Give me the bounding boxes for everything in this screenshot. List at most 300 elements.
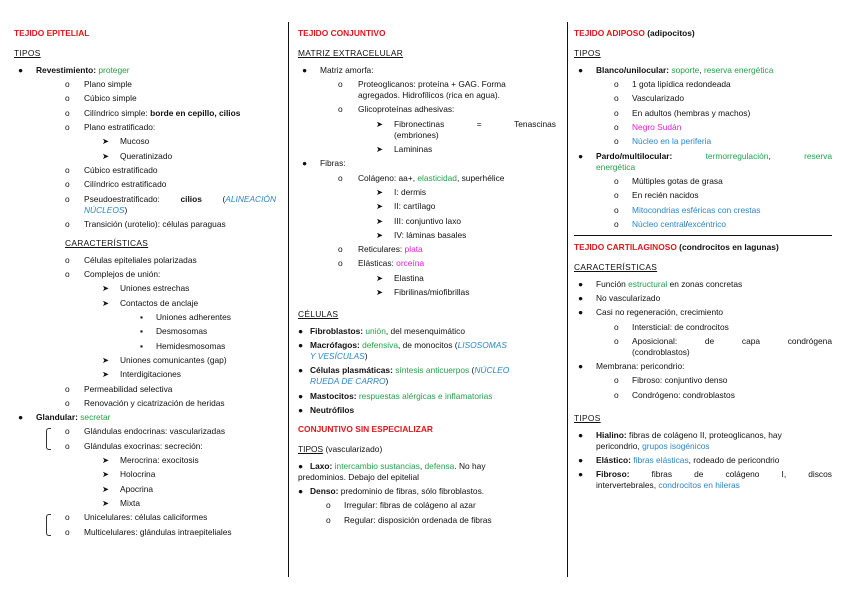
list-item xyxy=(574,279,832,290)
item-text: (embriones) xyxy=(394,129,439,140)
item-text: Intersticial: de condrocitos xyxy=(632,321,729,332)
item-text: predominios. Debajo del epitelial xyxy=(298,471,420,482)
circle-bullet-icon: o xyxy=(65,79,70,90)
list-item xyxy=(14,79,276,90)
bullet-dot-icon: ● xyxy=(578,429,584,440)
circle-bullet-icon: o xyxy=(65,426,70,437)
item-text: agregados. Hidrofílicos (rica en agua). xyxy=(358,90,500,101)
list-item xyxy=(574,469,832,491)
item-text: Cilíndrico simple: xyxy=(84,107,148,118)
title-note: (adipocitos) xyxy=(647,28,695,38)
bullet-dot-icon: ● xyxy=(298,340,304,351)
arrow-bullet-icon: ➤ xyxy=(102,283,110,294)
section-title-cartilaginoso xyxy=(574,242,832,253)
item-text: I, xyxy=(781,469,787,480)
list-item xyxy=(298,287,556,298)
item-green-text: estructural xyxy=(628,278,668,289)
item-blue-text: excéntrico xyxy=(687,218,727,229)
circle-bullet-icon: o xyxy=(614,321,619,332)
item-text: Desmosomas xyxy=(156,326,208,337)
list-item xyxy=(298,391,556,402)
circle-bullet-icon: o xyxy=(614,93,619,104)
item-text: fibras de colágeno II, proteoglicanos, hay xyxy=(629,429,782,440)
item-text: Plano estratificado: xyxy=(84,122,156,133)
item-text: Uniones estrechas xyxy=(120,283,190,294)
arrow-bullet-icon: ➤ xyxy=(376,229,384,240)
arrow-bullet-icon: ➤ xyxy=(376,201,384,212)
item-text: , superhélice xyxy=(456,172,505,183)
item-blue-text: Mitocondrias esféricas con crestas xyxy=(632,204,761,215)
item-text: = xyxy=(476,118,482,129)
paren-close: ) xyxy=(364,351,368,362)
list-item xyxy=(574,108,832,119)
bullet-dot-icon: ● xyxy=(302,158,308,169)
item-text: Glándulas exocrinas: secreción: xyxy=(84,440,203,451)
item-blue-text: Núcleo en la periferia xyxy=(632,136,712,147)
item-text: No vascularizado xyxy=(596,292,661,303)
list-item xyxy=(298,119,556,141)
circle-bullet-icon: o xyxy=(65,218,70,229)
list-item xyxy=(298,500,556,511)
circle-bullet-icon: o xyxy=(65,269,70,280)
bullet-dot-icon: ● xyxy=(298,460,304,471)
circle-bullet-icon: o xyxy=(65,512,70,523)
arrow-bullet-icon: ➤ xyxy=(102,354,110,365)
list-item xyxy=(298,79,556,101)
list-item xyxy=(574,136,832,147)
list-item xyxy=(14,179,276,190)
item-blue-text: condrocitos en hileras xyxy=(658,480,740,491)
item-text: Transición (urotelio): células paraguas xyxy=(84,218,226,229)
circle-bullet-icon: o xyxy=(65,440,70,451)
list-item xyxy=(298,340,556,362)
list-item xyxy=(298,461,556,483)
item-italic-text: NÚCLEOS xyxy=(84,204,125,215)
item-text: Apocrina xyxy=(120,483,154,494)
item-bold-text: Denso: xyxy=(310,486,339,496)
item-text: Uniones comunicantes (gap) xyxy=(120,354,227,365)
item-text: Membrana: pericondrio: xyxy=(596,361,685,372)
bullet-dot-icon: ● xyxy=(578,361,584,372)
item-text: Plano simple xyxy=(84,79,132,90)
square-bullet-icon: ▪ xyxy=(140,340,143,351)
bullet-dot-icon: ● xyxy=(298,365,304,376)
list-item xyxy=(14,398,276,409)
item-blue-text: grupos isogénicos xyxy=(642,440,710,451)
item-green-text: reserva xyxy=(804,150,832,161)
section-separator xyxy=(574,235,832,242)
list-item xyxy=(14,151,276,162)
item-text: Regular: disposición ordenada de fibras xyxy=(344,514,492,525)
list-item xyxy=(14,369,276,380)
list-item xyxy=(14,298,276,309)
item-green-text: elasticidad xyxy=(417,172,457,183)
list-item: o Núcleo central/excéntrico xyxy=(614,218,727,229)
item-text: , de monocitos ( xyxy=(397,340,458,351)
item-text: Función xyxy=(596,278,626,289)
arrow-bullet-icon: ➤ xyxy=(102,297,110,308)
item-green-text: reserva energética xyxy=(703,64,774,75)
item-text: , del mesenquimático xyxy=(385,325,466,336)
item-bold-text: Neutrófilos xyxy=(310,405,355,415)
bullet-dot-icon: ● xyxy=(298,390,304,401)
list-item xyxy=(574,122,832,133)
item-text: Proteoglicanos: proteína + GAG. Forma xyxy=(358,79,506,90)
item-italic-text: LISOSOMAS xyxy=(457,340,507,351)
list-item xyxy=(574,430,832,452)
subheading-tipos-2: TIPOS xyxy=(574,412,601,423)
list-item xyxy=(14,255,276,266)
list-item xyxy=(298,244,556,255)
item-green-text: respuestas alérgicas e inflamatorias xyxy=(358,390,493,401)
circle-bullet-icon: o xyxy=(614,190,619,201)
arrow-bullet-icon: ➤ xyxy=(102,136,110,147)
item-text: Hemidesmosomas xyxy=(156,340,226,351)
circle-bullet-icon: o xyxy=(65,93,70,104)
item-text: Pseudoestratificado: xyxy=(84,193,160,204)
item-bold-text: Mastocitos: xyxy=(310,390,357,401)
list-item xyxy=(574,322,832,333)
arrow-bullet-icon: ➤ xyxy=(102,498,110,509)
list-item xyxy=(14,93,276,104)
title-text: TEJIDO CARTILAGINOSO xyxy=(574,241,677,252)
item-text: pericondrio, xyxy=(596,440,640,451)
list-item xyxy=(14,165,276,176)
item-bold-text: Macrófagos: xyxy=(310,340,360,351)
list-item xyxy=(298,486,556,497)
list-item xyxy=(14,512,276,523)
list-item xyxy=(574,375,832,386)
item-text: Matriz amorfa: xyxy=(320,64,374,75)
item-text: , rodeado de pericondrio xyxy=(688,454,780,465)
item-text: En adultos (hembras y machos) xyxy=(632,107,751,118)
item-bold-text: cilios xyxy=(180,193,202,204)
circle-bullet-icon: o xyxy=(614,136,619,147)
item-bold-text: Hialino: xyxy=(596,429,627,440)
section-title-adiposo xyxy=(574,28,832,39)
item-bold-text: Pardo/multilocular: xyxy=(596,150,673,161)
bullet-dot-icon: ● xyxy=(302,64,308,75)
bullet-dot-icon: ● xyxy=(18,412,24,423)
circle-bullet-icon: o xyxy=(614,107,619,118)
list-item xyxy=(14,441,276,452)
list-item xyxy=(14,384,276,395)
bullet-dot-icon: ● xyxy=(18,64,24,75)
list-item xyxy=(298,65,556,76)
arrow-bullet-icon: ➤ xyxy=(376,143,384,154)
item-italic-text: NÚCLEO xyxy=(474,365,510,376)
item-text: Irregular: fibras de colágeno al azar xyxy=(344,500,476,511)
circle-bullet-icon: o xyxy=(338,172,343,183)
arrow-bullet-icon: ➤ xyxy=(376,186,384,197)
item-text: Aposicional: xyxy=(632,335,678,346)
circle-bullet-icon: o xyxy=(65,107,70,118)
list-item xyxy=(14,326,276,337)
bullet-dot-icon: ● xyxy=(578,307,584,318)
item-text: Uniones adherentes xyxy=(156,311,231,322)
section-title-epitelial: TEJIDO EPITELIAL xyxy=(14,28,90,38)
item-text: capa xyxy=(741,335,761,346)
item-text: Mixta xyxy=(120,498,141,509)
item-text: Condrógeno: condroblastos xyxy=(632,389,735,400)
column-divider-1 xyxy=(288,22,289,577)
item-green-text: defensa xyxy=(424,460,455,471)
list-item xyxy=(14,355,276,366)
circle-bullet-icon: o xyxy=(326,514,331,525)
item-text: Fibras: xyxy=(320,158,346,169)
list-item xyxy=(574,336,832,358)
list-item xyxy=(14,426,276,437)
section-title-sin-especializar: CONJUNTIVO SIN ESPECIALIZAR xyxy=(298,423,433,434)
list-item xyxy=(574,176,832,187)
arrow-bullet-icon: ➤ xyxy=(376,118,384,129)
item-text: Elásticas: xyxy=(358,258,394,269)
arrow-bullet-icon: ➤ xyxy=(376,215,384,226)
list-item xyxy=(14,469,276,480)
item-text: Glándulas endocrinas: vascularizadas xyxy=(84,426,226,437)
circle-bullet-icon: o xyxy=(65,179,70,190)
item-magenta-text: orceína xyxy=(396,258,425,269)
item-text: discos xyxy=(808,469,832,480)
title-text: TEJIDO ADIPOSO xyxy=(574,28,645,38)
subheading-tipos-row xyxy=(298,444,556,455)
list-item: ● Blanco/unilocular: soporte, reserva energética xyxy=(578,64,774,75)
title-note: (condrocitos en lagunas) xyxy=(679,241,779,252)
list-item xyxy=(574,190,832,201)
item-text: Holocrina xyxy=(120,469,156,480)
item-text: II: cartílago xyxy=(394,201,436,212)
item-text: Queratinizado xyxy=(120,150,173,161)
circle-bullet-icon: o xyxy=(65,122,70,133)
item-text: Mucoso xyxy=(120,136,150,147)
bullet-dot-icon: ● xyxy=(578,469,584,480)
list-item xyxy=(298,104,556,115)
list-item xyxy=(298,515,556,526)
item-bold-text: Fibroso: xyxy=(596,469,630,480)
list-item xyxy=(14,484,276,495)
bullet-dot-icon: ● xyxy=(578,150,584,161)
item-italic-text: ALINEACIÓN xyxy=(225,193,276,204)
item-text: III: conjuntivo laxo xyxy=(394,215,462,226)
item-text: En recién nacidos xyxy=(632,190,699,201)
item-text: Renovación y cicatrización de heridas xyxy=(84,397,225,408)
circle-bullet-icon: o xyxy=(65,254,70,265)
paren-close: ) xyxy=(385,376,389,387)
list-item xyxy=(298,158,556,169)
column-conjuntivo xyxy=(298,24,556,529)
item-text: Fibroso: conjuntivo denso xyxy=(632,375,728,386)
item-text: Elastina xyxy=(394,272,424,283)
item-green-text: unión xyxy=(365,325,386,336)
circle-bullet-icon: o xyxy=(614,389,619,400)
circle-bullet-icon: o xyxy=(614,204,619,215)
item-text: Fibronectinas xyxy=(394,118,445,129)
item-text: Merocrina: exocitosis xyxy=(120,455,199,466)
subheading-caracteristicas: CARACTERÍSTICAS xyxy=(65,237,149,248)
bullet-dot-icon: ● xyxy=(578,454,584,465)
value-proteger: proteger xyxy=(98,64,130,75)
list-item xyxy=(298,230,556,241)
item-bold-text: Células plasmáticas: xyxy=(310,365,393,376)
list-item xyxy=(298,326,556,337)
item-text: Glicoproteínas adhesivas: xyxy=(358,104,455,115)
circle-bullet-icon: o xyxy=(614,218,619,229)
list-item xyxy=(298,173,556,184)
list-item xyxy=(574,361,832,372)
list-item xyxy=(574,293,832,304)
item-green-text: energética xyxy=(596,161,636,172)
item-green-text: síntesis anticuerpos xyxy=(395,365,470,376)
glandulas-group xyxy=(14,426,276,451)
arrow-bullet-icon: ➤ xyxy=(102,150,110,161)
item-text: 1 gota lipídica redondeada xyxy=(632,79,731,90)
list-item xyxy=(574,93,832,104)
item-blue-text: fibras elásticas xyxy=(633,454,689,465)
list-item xyxy=(298,365,556,387)
list-item-revestimiento xyxy=(14,65,276,76)
arrow-bullet-icon: ➤ xyxy=(102,469,110,480)
item-text: IV: láminas basales xyxy=(394,229,467,240)
item-text: Múltiples gotas de grasa xyxy=(632,175,723,186)
item-text: Células epiteliales polarizadas xyxy=(84,254,197,265)
circle-bullet-icon: o xyxy=(338,104,343,115)
bullet-dot-icon: ● xyxy=(578,64,584,75)
item-text: Fibrilinas/miofibrillas xyxy=(394,287,470,298)
circle-bullet-icon: o xyxy=(338,244,343,255)
arrow-bullet-icon: ➤ xyxy=(102,455,110,466)
column-adiposo xyxy=(574,24,832,494)
list-item xyxy=(14,219,276,230)
list-item xyxy=(14,527,276,538)
item-text: Complejos de unión: xyxy=(84,269,161,280)
item-magenta-text: plata xyxy=(404,244,423,255)
list-item xyxy=(14,283,276,294)
item-text: (condroblastos) xyxy=(632,346,690,357)
item-italic-text: Y VESÍCULAS xyxy=(310,351,365,362)
list-item xyxy=(574,307,832,318)
circle-bullet-icon: o xyxy=(65,383,70,394)
circle-bullet-icon: o xyxy=(614,122,619,133)
circle-bullet-icon: o xyxy=(65,526,70,537)
circle-bullet-icon: o xyxy=(326,500,331,511)
list-item xyxy=(14,108,276,119)
list-item xyxy=(298,273,556,284)
item-text: Permeabilidad selectiva xyxy=(84,383,173,394)
paren-open: ( xyxy=(222,193,226,204)
list-item xyxy=(14,498,276,509)
item-text: predominio de fibras, sólo fibroblastos. xyxy=(340,486,485,496)
circle-bullet-icon: o xyxy=(614,375,619,386)
item-text: Lamininas xyxy=(394,143,433,154)
list-item-glandular xyxy=(14,412,276,423)
circle-bullet-icon: o xyxy=(614,79,619,90)
item-text: Cúbico simple xyxy=(84,93,137,104)
item-bold-text: borde en cepillo, cilios xyxy=(150,107,241,118)
item-text: condrógena xyxy=(787,335,832,346)
item-text: Tenascinas xyxy=(514,118,556,129)
circle-bullet-icon: o xyxy=(338,258,343,269)
item-green-text: defensiva xyxy=(362,340,398,351)
item-text: Cilíndrico estratificado xyxy=(84,179,167,190)
list-item-pseudo xyxy=(14,194,276,216)
subheading-note: (vascularizado) xyxy=(325,443,383,454)
bullet-dot-icon: ● xyxy=(578,278,584,289)
subheading-matriz: MATRIZ EXTRACELULAR xyxy=(298,47,404,58)
list-item xyxy=(298,187,556,198)
item-text: , xyxy=(419,460,423,471)
list-item xyxy=(298,216,556,227)
item-text: de xyxy=(704,335,715,346)
celulares-group xyxy=(14,512,276,537)
item-text: Reticulares: xyxy=(358,244,403,255)
list-item xyxy=(14,341,276,352)
item-blue-text: Núcleo central xyxy=(632,218,686,229)
list-item xyxy=(574,205,832,216)
item-italic-text: RUEDA DE CARRO xyxy=(310,376,386,387)
item-green-text: intercambio sustancias xyxy=(334,460,420,471)
item-green-text: soporte xyxy=(671,64,700,75)
item-text: de xyxy=(694,469,704,480)
item-magenta-text: Negro Sudán xyxy=(632,122,682,133)
item-text: Multicelulares: glándulas intraepiteliales xyxy=(84,526,232,537)
item-text: Vascularizado xyxy=(632,93,684,104)
list-item xyxy=(298,201,556,212)
item-text: Casi no regeneración, crecimiento xyxy=(596,307,724,318)
circle-bullet-icon: o xyxy=(338,79,343,90)
section-title-conjuntivo: TEJIDO CONJUNTIVO xyxy=(298,28,386,38)
bullet-dot-icon: ● xyxy=(578,292,584,303)
item-text: Contactos de anclaje xyxy=(120,297,199,308)
subheading-caracteristicas: CARACTERÍSTICAS xyxy=(574,261,658,272)
item-bold-text: Elástico: xyxy=(596,454,631,465)
list-item xyxy=(14,122,276,133)
arrow-bullet-icon: ➤ xyxy=(102,483,110,494)
square-bullet-icon: ▪ xyxy=(140,311,143,322)
square-bullet-icon: ▪ xyxy=(140,326,143,337)
item-text: en zonas concretas xyxy=(669,278,743,289)
circle-bullet-icon: o xyxy=(65,165,70,176)
list-item xyxy=(14,455,276,466)
circle-bullet-icon: o xyxy=(65,397,70,408)
subheading-tipos: TIPOS xyxy=(298,443,324,454)
circle-bullet-icon: o xyxy=(614,335,619,346)
label-glandular: Glandular: xyxy=(36,412,78,423)
item-bold-text: Blanco/unilocular: xyxy=(596,64,670,75)
list-item: ● Pardo/multilocular: termorregulación, reserva energética xyxy=(578,150,832,172)
bullet-dot-icon: ● xyxy=(298,486,304,496)
value-secretar: secretar xyxy=(80,412,111,423)
item-text: I: dermis xyxy=(394,186,427,197)
list-item xyxy=(298,405,556,416)
list-item xyxy=(14,312,276,323)
paren-close: ) xyxy=(124,204,128,215)
item-text: . No hay xyxy=(454,460,486,471)
list-item xyxy=(574,390,832,401)
subheading-tipos: TIPOS xyxy=(574,47,601,58)
item-text: colágeno xyxy=(725,469,760,480)
list-item xyxy=(574,79,832,90)
list-item xyxy=(298,144,556,155)
paren-open: ( xyxy=(469,365,475,376)
arrow-bullet-icon: ➤ xyxy=(102,369,110,380)
item-bold-text: Laxo: xyxy=(310,460,333,471)
item-bold-text: Fibroblastos: xyxy=(310,325,364,336)
bullet-dot-icon: ● xyxy=(298,405,304,415)
item-text: Cúbico estratificado xyxy=(84,165,158,176)
circle-bullet-icon: o xyxy=(65,193,70,204)
subheading-celulas: CÉLULAS xyxy=(298,308,339,319)
circle-bullet-icon: o xyxy=(614,175,619,186)
